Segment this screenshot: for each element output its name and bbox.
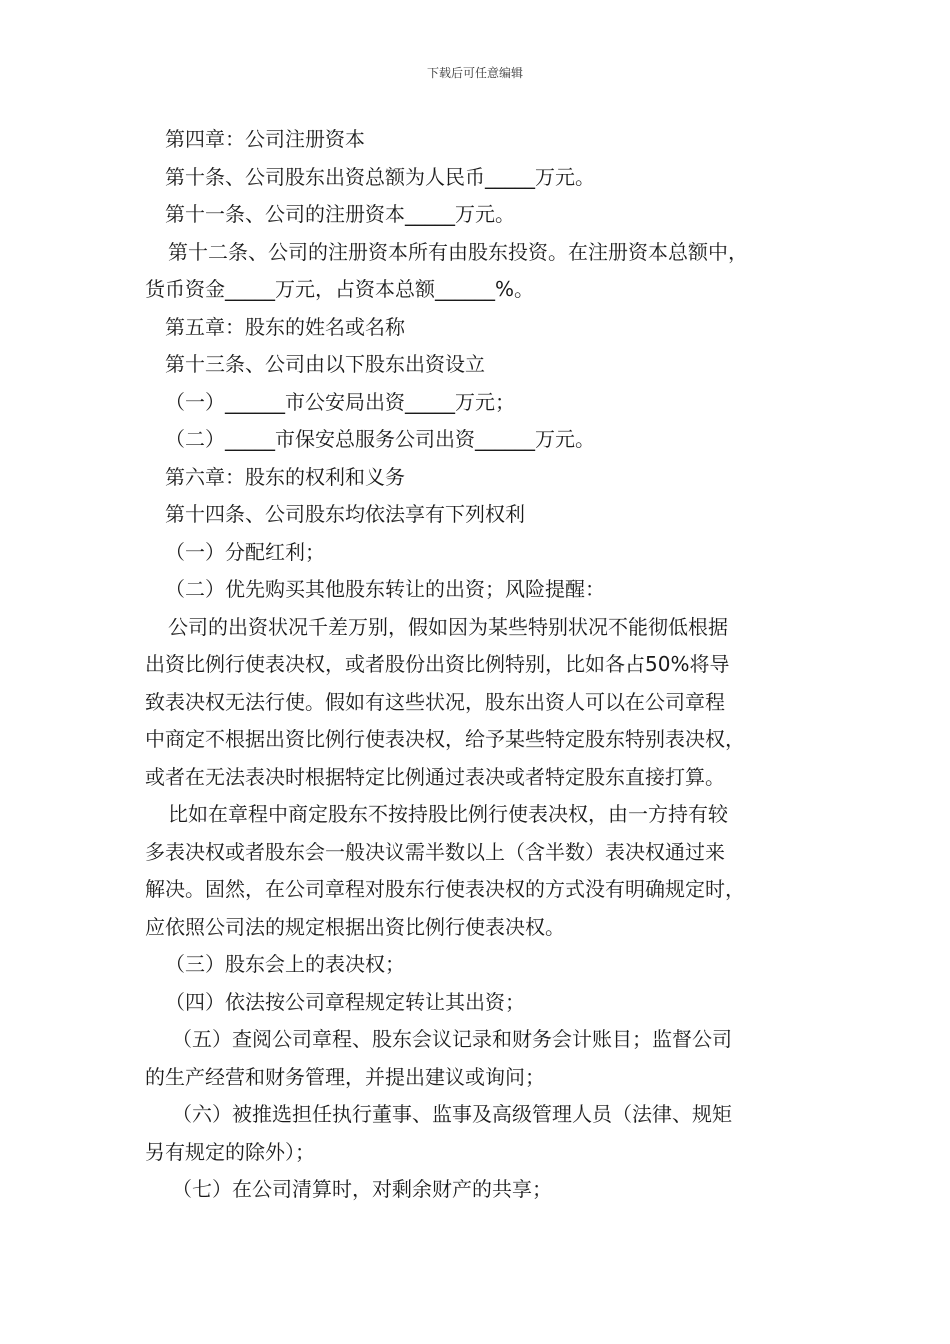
risk-paragraph-1-line-3: 致表决权无法行使。假如有这些状况，股东出资人可以在公司章程	[145, 689, 725, 714]
article-14-item-6-line-2: 另有规定的除外）；	[145, 1139, 315, 1164]
article-14-item-6-line-1: （六）被推选担任执行董事、监事及高级管理人员（法律、规矩	[172, 1102, 732, 1126]
article-14-item-2: （二）优先购买其他股东转让的出资；风险提醒：	[165, 577, 605, 601]
article-13-item-2: （二）_____市保安总服务公司出资______万元。	[165, 427, 595, 451]
risk-paragraph-2-line-3: 解决。固然，在公司章程对股东行使表决权的方式没有明确规定时，	[145, 877, 745, 901]
risk-paragraph-2-line-4: 应依照公司法的规定根据出资比例行使表决权。	[145, 914, 565, 939]
chapter-6-heading: 第六章：股东的权利和义务	[165, 464, 405, 489]
risk-paragraph-2-line-2: 多表决权或者股东会一般决议需半数以上（含半数）表决权通过来	[145, 839, 725, 864]
article-14-item-5-line-2: 的生产经营和财务管理，并提出建议或询问；	[145, 1064, 545, 1089]
risk-paragraph-1-line-1: 公司的出资状况千差万别，假如因为某些特别状况不能彻低根据	[168, 614, 728, 639]
risk-paragraph-2-line-1: 比如在章程中商定股东不按持股比例行使表决权，由一方持有较	[168, 802, 728, 826]
article-13: 第十三条、公司由以下股东出资设立	[165, 352, 485, 376]
risk-paragraph-1-line-4: 中商定不根据出资比例行使表决权，给予某些特定股东特别表决权，	[145, 727, 745, 751]
document-body	[145, 121, 825, 1209]
article-14-item-3: （三）股东会上的表决权；	[165, 952, 405, 976]
article-14-item-7: （七）在公司清算时，对剩余财产的共享；	[172, 1177, 552, 1201]
risk-paragraph-1-line-2: 出资比例行使表决权，或者股份出资比例特别，比如各占50%将导	[145, 652, 730, 676]
chapter-4-heading: 第四章：公司注册资本	[165, 127, 365, 151]
article-14: 第十四条、公司股东均依法享有下列权利	[165, 502, 525, 526]
article-14-item-1: （一）分配红利；	[165, 539, 325, 564]
risk-paragraph-1-line-5: 或者在无法表决时根据特定比例通过表决或者特定股东直接打算。	[145, 764, 725, 789]
article-14-item-5-line-1: （五）查阅公司章程、股东会议记录和财务会计账目；监督公司	[172, 1027, 732, 1051]
article-14-item-4: （四）依法按公司章程规定转让其出资；	[165, 989, 525, 1014]
article-12-line-1: 第十二条、公司的注册资本所有由股东投资。在注册资本总额中，	[168, 239, 748, 264]
article-11: 第十一条、公司的注册资本_____万元。	[165, 202, 515, 226]
page-header: 下载后可任意编辑	[426, 66, 523, 80]
article-12-line-2: 货币资金_____万元，占资本总额______%。	[145, 277, 535, 301]
article-13-item-1: （一）______市公安局出资_____万元；	[165, 389, 515, 414]
chapter-5-heading: 第五章：股东的姓名或名称	[165, 314, 405, 339]
article-10: 第十条、公司股东出资总额为人民币_____万元。	[165, 164, 595, 189]
